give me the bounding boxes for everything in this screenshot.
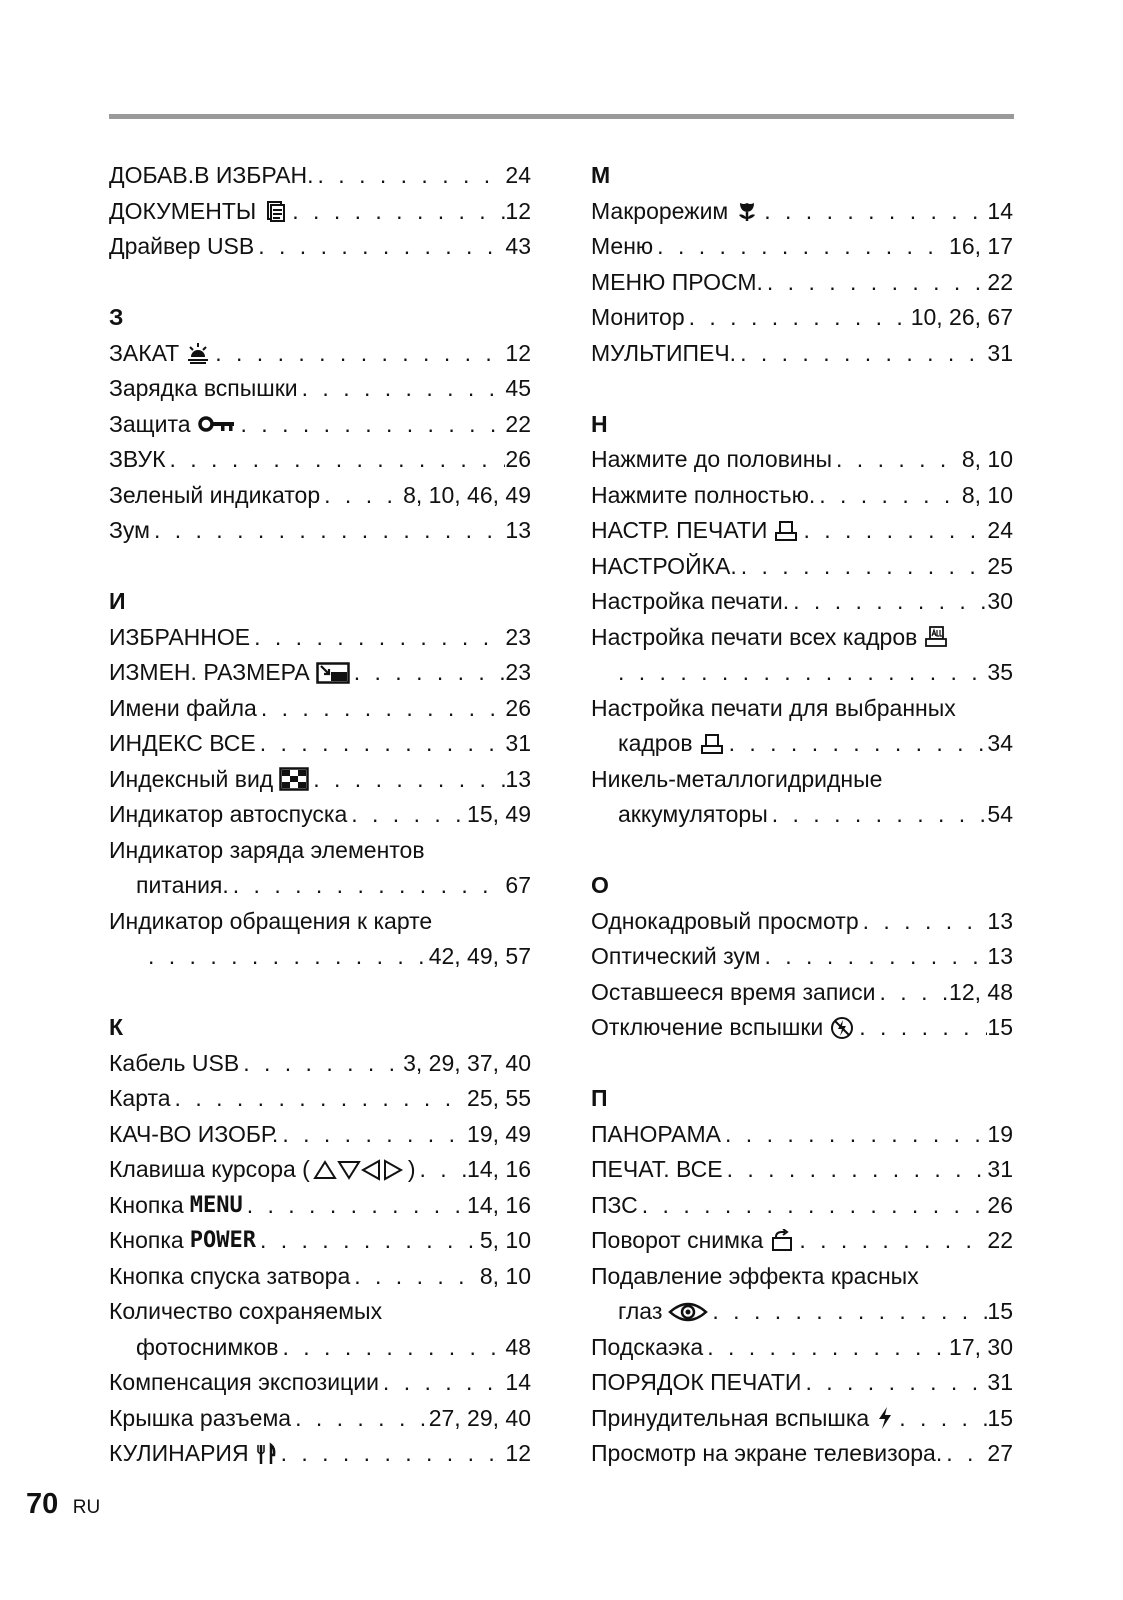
index-entry <box>109 762 531 798</box>
leader-dots <box>760 194 987 230</box>
entry-pages: 42, 49, 57 <box>428 943 531 969</box>
leader-dots <box>815 478 962 514</box>
entry-term: ПОРЯДОК ПЕЧАТИ <box>591 1369 802 1395</box>
index-entry-continuation <box>109 939 531 975</box>
entry-pages: 14 <box>987 197 1013 224</box>
leader-dots <box>795 1223 987 1259</box>
leader-dots <box>347 797 467 833</box>
index-entry <box>109 1188 531 1224</box>
entry-term: Индикатор автоспуска <box>109 801 348 827</box>
leader-dots <box>150 513 505 549</box>
entry-pages: 12, 48 <box>949 978 1013 1005</box>
entry-term <box>109 1152 416 1188</box>
print-icon <box>773 519 799 543</box>
index-entry <box>109 1081 531 1117</box>
index-entry <box>109 513 531 549</box>
entry-term-continuation: фотоснимков <box>136 1333 279 1360</box>
header-rule <box>109 114 1014 119</box>
entry-pages: 10, 26, 67 <box>910 304 1013 330</box>
index-entry <box>109 797 531 833</box>
index-entry-continuation <box>591 726 1013 762</box>
entry-term: КАЧ-ВО ИЗОБР. <box>109 1120 279 1147</box>
entry-pages: 26 <box>505 446 531 472</box>
leader-dots <box>256 1223 480 1259</box>
entry-term: Компенсация экспозиции <box>109 1369 379 1395</box>
entry-pages: 13 <box>987 907 1013 934</box>
index-entry <box>591 1401 1013 1437</box>
index-entry <box>109 904 531 940</box>
leader-dots <box>291 1401 429 1437</box>
section-letter: К <box>109 1014 124 1040</box>
index-entry-continuation <box>109 1330 531 1366</box>
entry-pages: 31 <box>987 339 1013 366</box>
index-section-d-continued <box>109 158 531 265</box>
index-entry <box>591 584 1013 620</box>
entry-pages: 14, 16 <box>467 1191 531 1218</box>
entry-pages: 12 <box>505 197 531 224</box>
entry-term-text: глаз <box>618 1298 663 1324</box>
entry-term: Зарядка вспышки <box>109 375 298 401</box>
entry-term-text: КУЛИНАРИЯ <box>109 1440 249 1466</box>
entry-term: НАСТРОЙКА. <box>591 552 737 579</box>
entry-term <box>109 336 211 372</box>
leader-dots <box>288 194 505 230</box>
entry-pages: 48 <box>505 1333 531 1360</box>
entry-term <box>109 1223 256 1259</box>
index-entry <box>591 336 1013 372</box>
index-entry <box>109 833 531 869</box>
entry-pages: 24 <box>505 162 531 188</box>
index-entry <box>591 939 1013 975</box>
entry-pages: 25, 55 <box>467 1085 531 1111</box>
index-entry-continuation <box>591 655 1013 691</box>
index-entry <box>109 691 531 727</box>
entry-term: Никель-металлогидридные <box>591 765 883 792</box>
index-entry <box>591 549 1013 585</box>
entry-pages: 15, 49 <box>467 801 531 827</box>
entry-term: ЗВУК <box>109 446 166 472</box>
index-entry <box>591 1330 1013 1366</box>
leader-dots <box>309 762 505 798</box>
entry-term-text: Отключение вспышки <box>591 1014 824 1040</box>
entry-term: Количество сохраняемых <box>109 1298 383 1324</box>
entry-pages: 13 <box>505 765 531 792</box>
entry-pages: 26 <box>987 1191 1013 1218</box>
index-entry <box>591 762 1013 798</box>
leader-dots <box>799 513 987 549</box>
leader-dots <box>250 620 505 656</box>
entry-term-continuation <box>618 1294 708 1330</box>
leader-dots <box>254 229 505 265</box>
section-letter: М <box>591 162 611 188</box>
index-entry <box>591 691 1013 727</box>
leader-dots <box>148 939 429 975</box>
index-entry <box>591 904 1013 940</box>
leader-dots <box>789 584 987 620</box>
entry-term-text: Кнопка <box>109 1227 184 1253</box>
entry-term: Меню <box>591 233 654 259</box>
entry-pages: 14 <box>505 1369 531 1395</box>
leader-dots <box>638 1188 988 1224</box>
entry-term-text: Индексный вид <box>109 765 274 792</box>
entry-term: ИЗБРАННОЕ <box>109 623 251 650</box>
entry-term: Оставшееся время записи <box>591 978 876 1005</box>
index-entry <box>591 194 1013 230</box>
entry-term <box>109 407 237 443</box>
entry-term: Карта <box>109 1085 171 1111</box>
index-entry <box>591 1436 1013 1472</box>
entry-term: Кабель USB <box>109 1049 240 1076</box>
red-eye-icon <box>668 1300 708 1324</box>
index-section-n <box>591 407 1013 833</box>
leader-dots <box>320 478 403 514</box>
index-entry <box>591 975 1013 1011</box>
entry-pages: 22 <box>987 268 1013 295</box>
entry-pages: 19 <box>987 1120 1013 1147</box>
entry-pages: 25 <box>987 552 1013 579</box>
entry-term <box>109 1188 243 1224</box>
entry-term: Оптический зум <box>591 943 761 969</box>
leader-dots <box>256 726 506 762</box>
section-letter: П <box>591 1085 608 1111</box>
entry-pages: 13 <box>987 943 1013 969</box>
entry-term-continuation: питания. <box>136 872 229 898</box>
index-section-p <box>591 1081 1013 1472</box>
entry-term-text: Макрорежим <box>591 197 729 224</box>
leader-dots <box>653 229 949 265</box>
leader-dots <box>801 1365 987 1401</box>
entry-term-text: ДОКУМЕНТЫ <box>109 197 257 224</box>
index-section-k <box>109 1010 531 1472</box>
entry-term-text: кадров <box>618 730 693 756</box>
section-letter: Н <box>591 410 608 437</box>
entry-pages: 26 <box>505 694 531 721</box>
entry-pages: 13 <box>505 517 531 543</box>
entry-term: ДОБАВ.В ИЗБРАН. <box>109 162 314 188</box>
section-letter: З <box>109 304 124 330</box>
entry-term: Однокадровый просмотр <box>591 907 859 934</box>
leader-dots <box>278 1330 505 1366</box>
index-entry <box>109 478 531 514</box>
index-entry <box>109 229 531 265</box>
entry-term: Монитор <box>591 304 685 330</box>
index-entry <box>591 1117 1013 1153</box>
entry-term-text: Принудительная вспышка <box>591 1404 870 1431</box>
index-entry <box>591 1259 1013 1295</box>
entry-term: Подскаэка <box>591 1333 704 1360</box>
entry-term-continuation: аккумуляторы <box>618 801 768 827</box>
entry-pages: 23 <box>505 623 531 650</box>
entry-term <box>591 1401 895 1437</box>
entry-term: Зеленый индикатор <box>109 481 321 508</box>
page-footer <box>26 1488 100 1521</box>
entry-term-text: Кнопка <box>109 1191 184 1218</box>
page-number: 70 <box>26 1488 59 1520</box>
entry-term: Настройка печати для выбранных <box>591 694 956 721</box>
entry-term <box>109 1436 277 1472</box>
entry-term: Нажмите полностью. <box>591 481 816 508</box>
cuisine-icon <box>255 1442 277 1466</box>
entry-pages: 19, 49 <box>467 1120 531 1147</box>
entry-pages: 15 <box>987 1014 1013 1040</box>
entry-term <box>591 513 799 549</box>
entry-pages: 12 <box>505 1440 531 1466</box>
leader-dots <box>942 1436 987 1472</box>
leader-dots <box>768 797 988 833</box>
leader-dots <box>876 975 950 1011</box>
entry-term-text: Поворот снимка <box>591 1227 764 1253</box>
cursor-arrows-icon <box>312 1158 408 1182</box>
leader-dots <box>165 442 505 478</box>
entry-term <box>109 655 350 691</box>
leader-dots <box>855 1010 987 1046</box>
key-protect-icon <box>197 412 237 436</box>
leader-dots <box>737 549 988 585</box>
macro-flower-icon <box>734 199 760 223</box>
section-letter: И <box>109 588 126 614</box>
entry-pages: 31 <box>987 1369 1013 1395</box>
entry-pages: 12 <box>505 339 531 366</box>
index-entry <box>109 371 531 407</box>
entry-term: ПЕЧАТ. ВСЕ <box>591 1156 723 1182</box>
entry-pages: 23 <box>505 659 531 685</box>
leader-dots <box>350 655 506 691</box>
leader-dots <box>379 1365 505 1401</box>
entry-term <box>109 762 309 798</box>
print-icon <box>699 732 725 756</box>
index-section-z <box>109 300 531 549</box>
entry-pages: 14, 16 <box>467 1156 531 1182</box>
language-code: RU <box>72 1497 101 1518</box>
entry-term <box>591 620 949 656</box>
leader-dots <box>708 1294 987 1330</box>
entry-term: Драйвер USB <box>109 233 255 259</box>
index-entry-continuation <box>591 797 1013 833</box>
index-entry <box>591 513 1013 549</box>
entry-term-text: Защита <box>109 410 191 437</box>
index-entry <box>109 1365 531 1401</box>
entry-term-text: НАСТР. ПЕЧАТИ <box>591 517 768 543</box>
index-entry <box>591 1152 1013 1188</box>
entry-pages: 5, 10 <box>479 1227 531 1253</box>
entry-pages: 3, 29, 37, 40 <box>403 1049 531 1076</box>
entry-pages: 17, 30 <box>949 1333 1013 1360</box>
index-entry <box>109 1117 531 1153</box>
leader-dots <box>278 1117 467 1153</box>
index-entry <box>109 442 531 478</box>
entry-pages: 22 <box>505 410 531 437</box>
entry-pages: 8, 10 <box>479 1262 531 1289</box>
print-all-icon <box>923 625 949 649</box>
index-entry <box>109 620 531 656</box>
index-entry-continuation <box>591 1294 1013 1330</box>
entry-pages: 15 <box>987 1404 1013 1431</box>
entry-term-text: ЗАКАТ <box>109 339 180 366</box>
entry-pages: 27 <box>987 1440 1013 1466</box>
entry-term: ПАНОРАМА <box>591 1120 722 1147</box>
flash-off-icon <box>829 1016 855 1040</box>
index-column-right <box>591 158 1013 1472</box>
leader-dots <box>703 1330 949 1366</box>
leader-dots <box>725 726 988 762</box>
index-entry <box>109 726 531 762</box>
menu-button-label: MENU <box>189 1192 243 1218</box>
entry-term: Просмотр на экране телевизора. <box>591 1440 943 1466</box>
entry-term: Кнопка спуска затвора <box>109 1262 351 1289</box>
entry-pages: 45 <box>505 375 531 401</box>
index-entry <box>109 1046 531 1082</box>
index-entry <box>109 336 531 372</box>
leader-dots <box>416 1152 468 1188</box>
entry-pages: 34 <box>987 730 1013 756</box>
entry-pages: 8, 10 <box>961 446 1013 472</box>
rotate-image-icon <box>769 1229 795 1253</box>
index-entry <box>591 478 1013 514</box>
entry-pages: 30 <box>987 588 1013 614</box>
entry-term: ПЗС <box>591 1191 638 1218</box>
index-entry <box>591 265 1013 301</box>
index-view-icon <box>279 767 309 791</box>
index-entry <box>591 229 1013 265</box>
documents-icon <box>262 199 288 223</box>
entry-pages: 8, 10, 46, 49 <box>403 481 531 508</box>
entry-pages: 27, 29, 40 <box>428 1404 531 1431</box>
entry-term-continuation <box>618 726 725 762</box>
leader-dots <box>618 655 987 691</box>
entry-term: Зум <box>109 517 150 543</box>
entry-term: МЕНЮ ПРОСМ. <box>591 268 763 295</box>
index-section-i <box>109 584 531 975</box>
flash-icon <box>875 1406 895 1430</box>
index-entry <box>109 194 531 230</box>
leader-dots <box>859 904 988 940</box>
entry-term: Имени файла <box>109 694 257 721</box>
leader-dots <box>723 1152 988 1188</box>
leader-dots <box>239 1046 403 1082</box>
index-entry <box>109 1436 531 1472</box>
entry-term: Подавление эффекта красных <box>591 1262 919 1289</box>
index-entry <box>109 1152 531 1188</box>
leader-dots <box>229 868 506 904</box>
leader-dots <box>257 691 506 727</box>
entry-pages: 8, 10 <box>961 481 1013 508</box>
leader-dots <box>211 336 505 372</box>
entry-pages: 31 <box>987 1156 1013 1182</box>
section-letter: О <box>591 872 609 898</box>
index-entry <box>591 620 1013 656</box>
index-entry <box>109 1294 531 1330</box>
entry-term: Настройка печати. <box>591 588 790 614</box>
leader-dots <box>243 1188 467 1224</box>
entry-pages: 35 <box>987 659 1013 685</box>
entry-term: Индикатор заряда элементов <box>109 836 425 863</box>
power-button-label: POWER <box>189 1228 256 1253</box>
index-entry <box>591 1223 1013 1259</box>
index-entry <box>109 407 531 443</box>
entry-term-tail: ) <box>407 1156 416 1182</box>
entry-pages: 15 <box>987 1298 1013 1324</box>
index-entry <box>109 1223 531 1259</box>
leader-dots <box>736 336 987 372</box>
entry-term-text: Настройка печати всех кадров <box>591 623 918 650</box>
entry-pages: 16, 17 <box>949 233 1013 259</box>
index-entry <box>591 442 1013 478</box>
entry-term-text: Клавиша курсора ( <box>109 1156 310 1182</box>
leader-dots <box>832 442 962 478</box>
leader-dots <box>171 1081 468 1117</box>
index-entry <box>591 1010 1013 1046</box>
index-column-left <box>109 158 531 1472</box>
entry-term-text: ИЗМЕН. РАЗМЕРА <box>109 659 310 685</box>
entry-term <box>109 194 288 230</box>
leader-dots <box>685 300 911 336</box>
index-entry <box>591 1365 1013 1401</box>
index-entry <box>109 655 531 691</box>
index-entry <box>109 1259 531 1295</box>
index-section-m <box>591 158 1013 371</box>
index-entry-continuation <box>109 868 531 904</box>
entry-pages: 43 <box>505 233 531 259</box>
index-entry <box>591 300 1013 336</box>
entry-term: МУЛЬТИПЕЧ. <box>591 339 737 366</box>
leader-dots <box>314 158 506 194</box>
leader-dots <box>763 265 988 301</box>
leader-dots <box>721 1117 987 1153</box>
entry-term: Крышка разъема <box>109 1404 292 1431</box>
sunset-icon <box>185 341 211 365</box>
entry-term <box>591 1223 795 1259</box>
entry-term: Нажмите до половины <box>591 446 833 472</box>
leader-dots <box>761 939 988 975</box>
leader-dots <box>277 1436 506 1472</box>
entry-term: Индикатор обращения к карте <box>109 907 433 934</box>
index-entry <box>109 158 531 194</box>
resize-icon <box>316 661 350 685</box>
entry-pages: 31 <box>505 730 531 756</box>
leader-dots <box>237 407 506 443</box>
entry-pages: 54 <box>987 801 1013 827</box>
leader-dots <box>298 371 506 407</box>
index-entry <box>591 1188 1013 1224</box>
entry-pages: 24 <box>987 517 1013 543</box>
leader-dots <box>895 1401 987 1437</box>
entry-pages: 67 <box>505 872 531 898</box>
index-entry <box>109 1401 531 1437</box>
index-section-o <box>591 868 1013 1046</box>
entry-term: ИНДЕКС ВСЕ <box>109 730 256 756</box>
entry-term <box>591 1010 855 1046</box>
entry-pages: 22 <box>987 1227 1013 1253</box>
entry-term <box>591 194 760 230</box>
leader-dots <box>350 1259 480 1295</box>
